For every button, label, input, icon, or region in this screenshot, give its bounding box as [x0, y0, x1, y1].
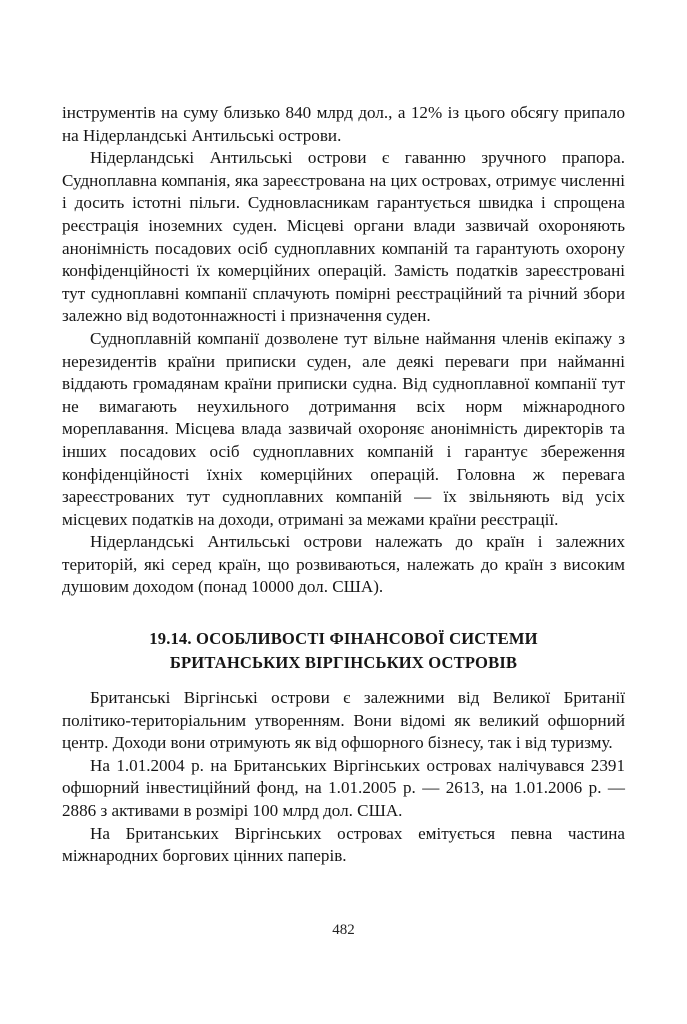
- paragraph-antilles-crew: Судноплавній компанії дозволене тут вільне наймання членів екіпажу з нерезидентів країни приписки суден, але деякі переваги при найманні віддають громадянам країни приписки судна. Від судноплавної компанії тут не вимагають неухильного дотримання всіх норм міжнародного мореплавання. Місцева влада зазвичай охороняє анонімність директорів та інших посадових осіб судноплавних компаній і гарантує збереження конфіденційності їхніх комерційних операцій. Головна ж перевага зареєстрованих тут судноплавних компаній — їх звільняють від усіх місцевих податків на доходи, отримані за межами країни реєстрації.: [62, 328, 625, 529]
- document-page: [62, 102, 625, 868]
- paragraph-continuation: інструментів на суму близько 840 млрд дол., а 12% із цього обсягу припало на Нідерландські Антильські острови.: [62, 103, 625, 145]
- paragraph-bvi-funds: На 1.01.2004 р. на Британських Віргінських островах налічувався 2391 офшорний інвестиційний фонд, на 1.01.2005 р. — 2613, на 1.01.2006 р. — 2886 з активами в розмірі 100 млрд дол. США.: [62, 755, 625, 821]
- section-heading: 19.14. ОСОБЛИВОСТІ ФІНАНСОВОЇ СИСТЕМИ БРИТАНСЬКИХ ВІРГІНСЬКИХ ОСТРОВІВ: [149, 629, 538, 673]
- paragraph-antilles-income: Нідерландські Антильські острови належать до країн і залежних територій, які серед країн, що розвиваються, належать до країн з високим душовим доходом (понад 10000 дол. США).: [62, 532, 625, 597]
- paragraph-bvi-securities: На Британських Віргінських островах емітується певна частина міжнародних боргових цінних паперів.: [62, 823, 625, 866]
- paragraph-antilles-flag: Нідерландські Антильські острови є гаванню зручного прапора. Судноплавна компанія, яка зареєстрована на цих островах, отримує численні і досить істотні пільги. Судновласникам гарантується швидка і спрощена реєстрація іноземних суден. Місцеві органи влади зазвичай охороняють анонімність посадових осіб судноплавних компаній та гарантують охорону конфіденційності їх комерційних операцій. Замість податків зареєстровані тут судноплавні компанії сплачують помірні реєстраційний та річний збори залежно від водотоннажності і призначення суден.: [62, 148, 625, 326]
- paragraph-bvi-intro: Британські Віргінські острови є залежними від Великої Британії політико-територіальним утворенням. Вони відомі як великий офшорний центр. Доходи вони отримують як від офшорного бізнесу, так і від туризму.: [62, 688, 625, 753]
- page-number: 482: [332, 922, 355, 938]
